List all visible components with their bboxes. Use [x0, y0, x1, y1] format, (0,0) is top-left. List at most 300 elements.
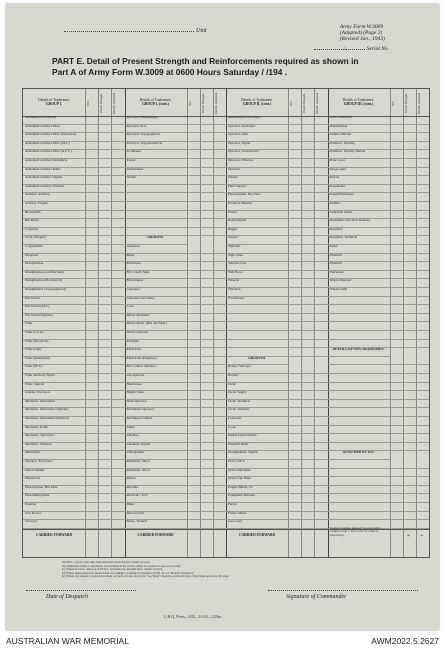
- trade-name: Draughtsman, Signals: [228, 451, 258, 455]
- trade-name: Paint Sprayer: [228, 184, 247, 188]
- trade-name: Plate Layer: [329, 159, 346, 162]
- trade-name: Armament Artificer Fitter (A.F.V.): [25, 150, 72, 154]
- trade-name: Wheelwright: [329, 288, 348, 291]
- group-heading: GROUP II. (cont.): [242, 102, 272, 106]
- table-row: [125, 408, 227, 417]
- table-row: [125, 374, 227, 383]
- table-row: [226, 494, 328, 503]
- trade-name: Shoemaker and Shoe Repairer: [329, 219, 371, 223]
- table-row: [23, 262, 125, 271]
- subcolumn-header: W.E.: [390, 100, 395, 106]
- trade-name: Photographer, Hut Plate: [25, 485, 58, 489]
- details-heading: Details of Tradesmen.: [342, 98, 375, 102]
- trade-name: Fire Control Operator: [126, 365, 157, 369]
- trade-name: Turner: [126, 159, 136, 162]
- trade-name: Toolmaker: [126, 150, 142, 154]
- table-row: [226, 451, 328, 460]
- table-row: [226, 340, 328, 349]
- trade-name: Draughts: [126, 339, 139, 343]
- trade-name: Operator, Line: [228, 133, 248, 137]
- table-row: [125, 211, 227, 220]
- section-label: GROUP II.: [147, 236, 164, 240]
- table-row: [125, 133, 227, 142]
- trade-name: Welder: [126, 176, 137, 180]
- table-row: [328, 245, 430, 254]
- unit-line: [64, 28, 207, 34]
- table-row: [226, 477, 328, 486]
- table-row: [226, 193, 328, 202]
- date-of-despatch-label: Date of Despatch: [46, 594, 88, 600]
- trade-name: Driver Tpt. Plant: [228, 477, 252, 481]
- group-heading: GROUP I.: [46, 102, 62, 106]
- trade-name: Mechanic, Instrument (Signals): [25, 408, 68, 412]
- trade-name: Dispenser: [25, 253, 39, 257]
- table-row: [125, 288, 227, 297]
- table-row: [125, 451, 227, 460]
- table-row: [125, 159, 227, 168]
- table-row: [23, 305, 125, 314]
- trade-name: Mechanic, Instrument: [25, 399, 55, 403]
- trade-name: Armament Artificer Radio: [25, 167, 61, 171]
- table-row: [328, 477, 430, 486]
- trade-name: Saddler: [329, 202, 340, 205]
- trade-name: Fitter, Signals: [25, 382, 44, 386]
- trade-name: Armament Artificer Signals: [25, 176, 63, 180]
- trade-name: Concreter: [228, 417, 242, 420]
- table-row: [125, 176, 227, 185]
- carried-forward-label: CARRIED FORWARD: [238, 532, 276, 537]
- table-row: [328, 460, 430, 469]
- table-row: [226, 520, 328, 529]
- table-row: [23, 408, 125, 417]
- trade-name: Mechanic, M.T.: [126, 494, 149, 498]
- table-row: [226, 348, 328, 357]
- table-row: [125, 185, 227, 194]
- trade-name: Watchmaker: [126, 167, 144, 171]
- table-row: [23, 503, 125, 512]
- trade-name: Electrician: [126, 348, 142, 352]
- column-header: [23, 89, 85, 117]
- trade-name: Intelligence Duties: [126, 417, 153, 420]
- table-row: [23, 365, 125, 374]
- trade-name: Armament Artificer Instrument: [25, 159, 68, 162]
- trade-name: Storeman, Technical: [329, 236, 358, 240]
- table-row: [328, 262, 430, 271]
- trade-name: Cook: [126, 305, 134, 309]
- trade-name: Driver Mechanic: [228, 468, 252, 472]
- trade-name: Pattern Maker: [25, 468, 45, 472]
- trade-name: Mechanic, Typewriter: [25, 434, 55, 438]
- trade-name: Draughtsman (Mechanical): [25, 279, 63, 283]
- trade-name: Equipment Repairer: [228, 494, 256, 498]
- table-row: [328, 426, 430, 435]
- trade-name: Nurse, Trained: [126, 520, 147, 524]
- trade-name: Plumber: [25, 503, 37, 506]
- table-row: [23, 176, 125, 185]
- table-row: [226, 365, 328, 374]
- table-row: [125, 150, 227, 159]
- table-row: [226, 374, 328, 383]
- table-row: [226, 408, 328, 417]
- trade-name: Range-taker: [329, 167, 347, 171]
- trade-name: Blr. Cond'r, Med.: [126, 270, 151, 274]
- section-label: DETAILS OF NON-TRADESMEN.: [332, 348, 385, 352]
- credit-accession: AWM2022.5.2627: [371, 636, 439, 646]
- trade-name: Ammunition Examiner: [25, 116, 57, 119]
- form-adapted: (Adapted) (Page 2): [339, 30, 383, 36]
- trade-name: Lineman: [126, 434, 139, 438]
- table-row: [328, 133, 430, 142]
- trade-name: Sanitation Assist.: [329, 210, 354, 214]
- table-row: [328, 400, 430, 409]
- table-row: [23, 477, 125, 486]
- trade-name: Fitter (Electrical): [25, 339, 49, 343]
- table-row: [23, 150, 125, 159]
- trade-name: Millwright: [25, 451, 40, 455]
- trade-name: Electrician: [25, 296, 40, 300]
- trade-name: Surveyor: [25, 520, 38, 524]
- table-row: [23, 279, 125, 288]
- trade-name: Coppersmith: [25, 245, 43, 248]
- table-row: [23, 460, 125, 469]
- trade-name: Clerk, Hospital: [25, 236, 46, 240]
- table-row: [125, 494, 227, 503]
- table-row: [328, 486, 430, 495]
- note-line: (b) Additional trades or specialists not included in list will be added as required to spaces provided.: [62, 563, 182, 568]
- trade-name: Radiographer: [228, 219, 247, 223]
- trade-name: Bricklayer: [126, 262, 141, 266]
- table-row: [328, 357, 430, 366]
- trade-name: Saw Doctor: [25, 511, 42, 515]
- table-row: [328, 193, 430, 202]
- table-row: [328, 365, 430, 374]
- table-row: [328, 331, 430, 340]
- column-header: [328, 89, 390, 117]
- table-row: [226, 279, 328, 288]
- trade-name: Operator, Excavator: [25, 460, 53, 463]
- page-title: [52, 56, 412, 78]
- table-row: [328, 408, 430, 417]
- table-row: [328, 374, 430, 383]
- note-line: (c) Where A.T.S.A. and/or A.A.M.W.S. personnel are detailed show details on back.: [62, 567, 163, 571]
- trade-name: Lithographer: [126, 451, 145, 455]
- signature-line: [268, 590, 418, 591]
- table-row: [328, 288, 430, 297]
- trade-name: Armourer: [126, 245, 140, 248]
- details-heading: Details of Tradesmen.: [241, 98, 273, 102]
- trade-name: Hairdresser: [126, 382, 143, 386]
- table-row: [23, 374, 125, 383]
- trade-name: Gas Operator: [126, 374, 145, 377]
- trade-name: Surveyor, Topographical: [126, 133, 160, 137]
- trade-name: Blacksmith: [25, 210, 41, 214]
- trade-name: Mechanic, Radio: [25, 425, 49, 429]
- note-line: (e) Where any request or notation is made on back of form, the words "See Back" should be written in one of the blank spaces on this page.: [62, 574, 230, 578]
- trade-name: Riveter: [329, 176, 340, 180]
- table-row: [226, 314, 328, 323]
- table-row: [125, 503, 227, 512]
- table-row: [23, 391, 125, 400]
- section-label: GROUP III.: [248, 356, 266, 360]
- trade-name: Woodturner: [228, 296, 245, 300]
- table-row: [226, 434, 328, 443]
- section-label: ATTACHED BY W.E.: [342, 451, 375, 455]
- table-row: [226, 503, 328, 512]
- table-row: [125, 116, 227, 125]
- table-row: [328, 434, 430, 443]
- trade-name: Surveyor, Engineering: [126, 116, 158, 119]
- trade-name: Joiner: [126, 425, 135, 429]
- form-revised: (Revised Jan., 1943): [339, 36, 385, 42]
- press-imprint: L.H.Q. Press—635—10/43—120m.: [164, 614, 222, 619]
- table-row: [125, 391, 227, 400]
- trade-name: Driver-Mech. (Bus and Med.): [126, 322, 168, 326]
- trade-name: Baker: [126, 253, 135, 257]
- trade-name: Rigger: [228, 227, 238, 231]
- table-row: [226, 288, 328, 297]
- table-row: [226, 391, 328, 400]
- trade-name: Draughtsman (Architectural): [25, 270, 65, 274]
- trade-name: Driver-Operator: [126, 331, 149, 334]
- table-row: [328, 279, 430, 288]
- table-row: [125, 331, 227, 340]
- subcolumn-header: Reinfts. Required.: [112, 92, 117, 114]
- trade-name: Surveyor, Trigonometrical: [126, 141, 163, 145]
- table-row: [23, 193, 125, 202]
- table-row: [23, 331, 125, 340]
- carried-forward-label: CARRIED FORWARD: [137, 532, 174, 537]
- table-row: [328, 305, 430, 314]
- trade-name: Grinder, Precision: [25, 391, 50, 395]
- table-row: [328, 116, 430, 125]
- table-row: [328, 297, 430, 306]
- carried-forward-label: CARRIED FORWARD: [35, 532, 73, 537]
- unit-label: Unit: [196, 28, 207, 34]
- table-row: [23, 236, 125, 245]
- table-row: [328, 391, 430, 400]
- table-row: [23, 288, 125, 297]
- details-heading: Details of Tradesmen.: [38, 98, 70, 102]
- trade-name: Operator, Switchboard: [228, 150, 259, 154]
- trade-name: Pharmacist: [25, 477, 41, 481]
- trade-name: Wheeler: [228, 279, 240, 283]
- trade-name: Tinsmith: [329, 253, 342, 257]
- despatch-line: [26, 590, 136, 591]
- trade-name: Boilermaker: [126, 279, 144, 283]
- table-row: [125, 202, 227, 211]
- trade-name: Miner: [126, 503, 135, 506]
- table-row: [226, 150, 328, 159]
- section-heading: [125, 236, 187, 245]
- trade-name: Mason: [126, 477, 136, 481]
- table-row: [125, 434, 227, 443]
- section-heading: [328, 451, 390, 460]
- trade-name: Fitter: [25, 322, 33, 326]
- trade-name: Artificer, Engine: [25, 202, 48, 205]
- trade-name: Clerk: [228, 382, 236, 386]
- strength-table: [22, 88, 430, 558]
- table-row: [328, 503, 430, 512]
- serial-label: Serial No.: [366, 46, 389, 52]
- trade-name: Armament Artificer Fitter: [25, 124, 61, 128]
- trade-name: Hotel Operator: [126, 399, 147, 403]
- total-marker-star: *: [407, 534, 410, 540]
- table-row: [328, 322, 430, 331]
- trade-name: Sign-writer: [228, 253, 244, 257]
- trade-name: Rough Bricklayer: [329, 193, 354, 197]
- trade-name: Vulcaniser: [329, 270, 344, 274]
- trade-name: Producer Number: [228, 202, 253, 205]
- trade-name: Dispatch Rider: [228, 442, 249, 446]
- trade-name: Clerk, Trimmer: [228, 408, 250, 412]
- trade-name: Instrument Operator: [126, 408, 155, 412]
- table-row: [125, 245, 227, 254]
- table-row: [23, 451, 125, 460]
- table-row: [226, 305, 328, 314]
- group-heading: GROUP I. (cont.): [142, 102, 169, 106]
- trade-name: Engine Hands, I.C.: [228, 485, 254, 489]
- trade-name: Fitter, Railway Signal: [25, 374, 55, 377]
- trade-name: Surveyor, R.A.: [126, 124, 147, 128]
- table-row: [328, 219, 430, 228]
- column-header: [125, 89, 187, 117]
- trade-name: Ropemaker: [329, 184, 346, 188]
- trade-name: Tinsmith: [329, 262, 342, 266]
- table-row: [328, 383, 430, 392]
- trade-name: Draughtsman (Topographical): [25, 288, 66, 291]
- table-row: [226, 417, 328, 426]
- table-row: [226, 297, 328, 306]
- trade-name: Machinist, Metal: [126, 460, 150, 463]
- table-row: [23, 245, 125, 254]
- form-name: Army Form W.3009: [339, 24, 384, 30]
- form-sheet: [6, 4, 439, 630]
- trade-name: Armament Artificer Fitter (Electrical): [25, 133, 77, 137]
- trade-name: Fitter (Cycle): [25, 331, 44, 334]
- trade-name: Orderlies, Nursing: [329, 141, 355, 145]
- trade-name: Operator, Signal: [228, 141, 251, 145]
- table-row: [23, 322, 125, 331]
- table-row: [23, 417, 125, 426]
- table-row: [125, 365, 227, 374]
- table-row: [226, 322, 328, 331]
- table-row: [125, 348, 227, 357]
- trade-name: Carpenter: [126, 288, 140, 291]
- group-heading: GROUP III. (cont.): [343, 102, 374, 106]
- trade-name: Optician: [228, 167, 240, 171]
- table-row: [328, 150, 430, 159]
- table-row: [328, 314, 430, 323]
- trade-name: Fitter (M.T.): [25, 365, 42, 369]
- form-identifier: [340, 24, 385, 42]
- title-date: / /194 .: [261, 67, 288, 77]
- total-marker-star: *: [420, 534, 423, 540]
- subcolumn-header: Reinfts. Required.: [416, 92, 421, 114]
- subcolumn-header: W.E.: [187, 100, 192, 106]
- table-row: [226, 236, 328, 245]
- trade-name: Telecine Line: [228, 262, 247, 266]
- table-row: [23, 202, 125, 211]
- table-row: [226, 460, 328, 469]
- table-row: [23, 494, 125, 503]
- table-row: [23, 133, 125, 142]
- table-row: [226, 245, 328, 254]
- table-row: [328, 159, 430, 168]
- trade-name: Carpenter and Joiner: [126, 296, 155, 300]
- table-row: [328, 512, 430, 521]
- trade-name: Well Borer: [228, 270, 243, 274]
- trade-name: Hammerman: [329, 124, 348, 128]
- trade-name: Leather Stitcher: [329, 133, 352, 137]
- trade-name: Fitter (Gun): [25, 348, 42, 352]
- title-line-2: Part A of Army Form W.3009 at 0600 Hours Saturday: [52, 67, 260, 77]
- notes-block: [62, 561, 392, 579]
- subcolumn-header: Posted Strength.: [200, 93, 205, 113]
- table-row: [226, 331, 328, 340]
- trade-name: Photolithographer: [25, 494, 50, 498]
- trade-name: Cook: [228, 425, 236, 429]
- table-row: [328, 202, 430, 211]
- subcolumn-header: Reinfts. Required.: [315, 92, 320, 114]
- table-row: [226, 176, 328, 185]
- table-row: [125, 193, 227, 202]
- table-row: [125, 477, 227, 486]
- table-row: [125, 219, 227, 228]
- trade-name: Wagon Repairer: [329, 279, 352, 283]
- table-row: [125, 305, 227, 314]
- trade-name: Mechanic, Instrument (Surgical): [25, 417, 70, 420]
- table-row: [125, 520, 227, 529]
- table-row: [125, 417, 227, 426]
- trade-name: Clerk, Supply: [228, 391, 247, 395]
- trade-name: Tailor: [329, 245, 338, 248]
- trade-name: Butcher: [228, 374, 239, 377]
- table-row: [328, 469, 430, 478]
- subcolumn-header: Posted Strength.: [403, 93, 408, 113]
- section-heading: [328, 348, 390, 357]
- table-row: [226, 159, 328, 168]
- trade-name: Wireman: [228, 288, 241, 291]
- trade-name: Storeman: [329, 227, 343, 231]
- totals-note: Totals of columns marked * to agree with columns 4 and 7, Part 1 and 10 of Part A respectively.: [329, 525, 380, 537]
- trade-name: Sawyer: [228, 236, 239, 240]
- subcolumn-header: Posted Strength.: [99, 93, 104, 113]
- trade-name: Clerk, Technical: [228, 399, 251, 403]
- trade-name: Driver, M.T.: [228, 460, 245, 463]
- trade-name: Gas Layer: [228, 520, 243, 524]
- table-row: [23, 348, 125, 357]
- trade-name: Battery Surveyor: [228, 365, 252, 369]
- trade-name: Orderlies, Nursing Mental: [329, 150, 366, 154]
- subcolumn-header: Posted Strength.: [302, 93, 307, 113]
- subcolumn-header: W.E.: [86, 100, 90, 106]
- trade-name: Mechanic, Wireless: [25, 442, 52, 446]
- trade-name: Moulder: [126, 485, 139, 489]
- trade-name: Artificer, Artillery: [25, 193, 50, 197]
- trade-name: Bricklayer: [25, 219, 40, 223]
- note-line: NOTES.—(a) If room other than printed is involved give details on back.: [62, 560, 151, 564]
- table-row: [125, 460, 227, 469]
- trade-name: Draughtsman: [25, 262, 44, 266]
- trade-name: Carpenter: [25, 227, 39, 231]
- trade-name: Electrician (M.T.): [25, 305, 50, 309]
- credit-institution: AUSTRALIAN WAR MEMORIAL: [6, 636, 129, 646]
- trade-name: Printer: [228, 210, 238, 214]
- trade-name: Driver Mechanic: [126, 313, 150, 317]
- trade-name: Operator, Wireless: [228, 159, 254, 162]
- trade-name: Farrier: [228, 503, 238, 506]
- trade-name: Motorcyclist: [126, 511, 144, 515]
